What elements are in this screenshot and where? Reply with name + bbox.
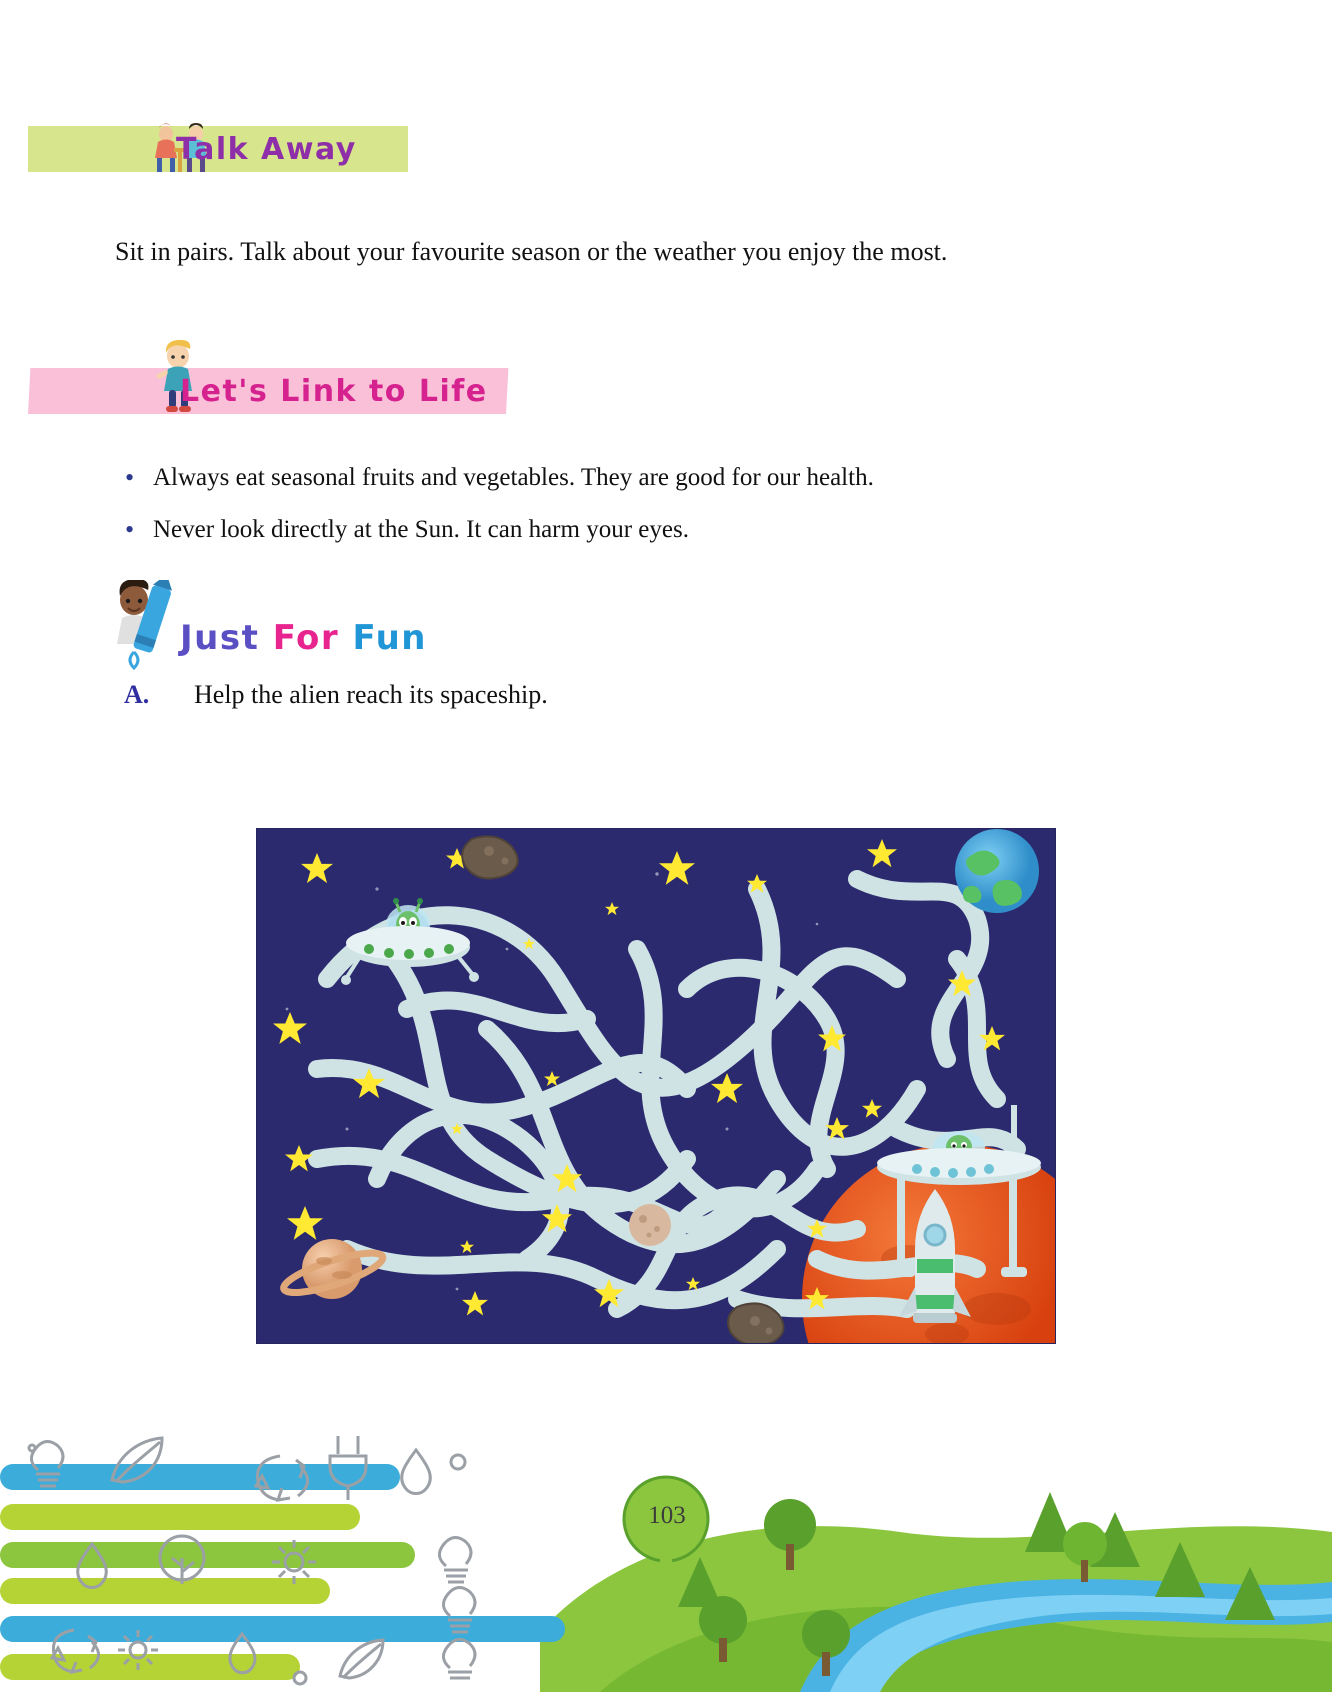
page-number: 103: [648, 1502, 686, 1529]
title-word-1: Just: [180, 618, 260, 658]
space-maze-illustration: [256, 828, 1056, 1344]
question-text: Help the alien reach its spaceship.: [194, 680, 548, 709]
section-title: [180, 618, 427, 658]
talk-away-instruction: Sit in pairs. Talk about your favourite season or the weather you enjoy the most.: [115, 237, 948, 266]
section-header-talk-away: [28, 126, 408, 172]
section-title: Talk Away: [176, 131, 357, 167]
question-label: A.: [124, 680, 150, 709]
section-header-link-to-life: [28, 368, 506, 414]
question-row: [124, 680, 548, 710]
title-word-3: Fun: [352, 618, 427, 658]
child-with-crayon-icon: [108, 580, 180, 681]
section-header-just-for-fun: [108, 608, 427, 668]
section-title: Let's Link to Life: [180, 373, 488, 409]
list-item: • Always eat seasonal fruits and vegetables. They are good for our health.: [115, 455, 1125, 501]
link-to-life-bullets: [115, 455, 1125, 559]
list-item: • Never look directly at the Sun. It can harm your eyes.: [115, 507, 1125, 553]
title-word-2: For: [272, 618, 340, 658]
